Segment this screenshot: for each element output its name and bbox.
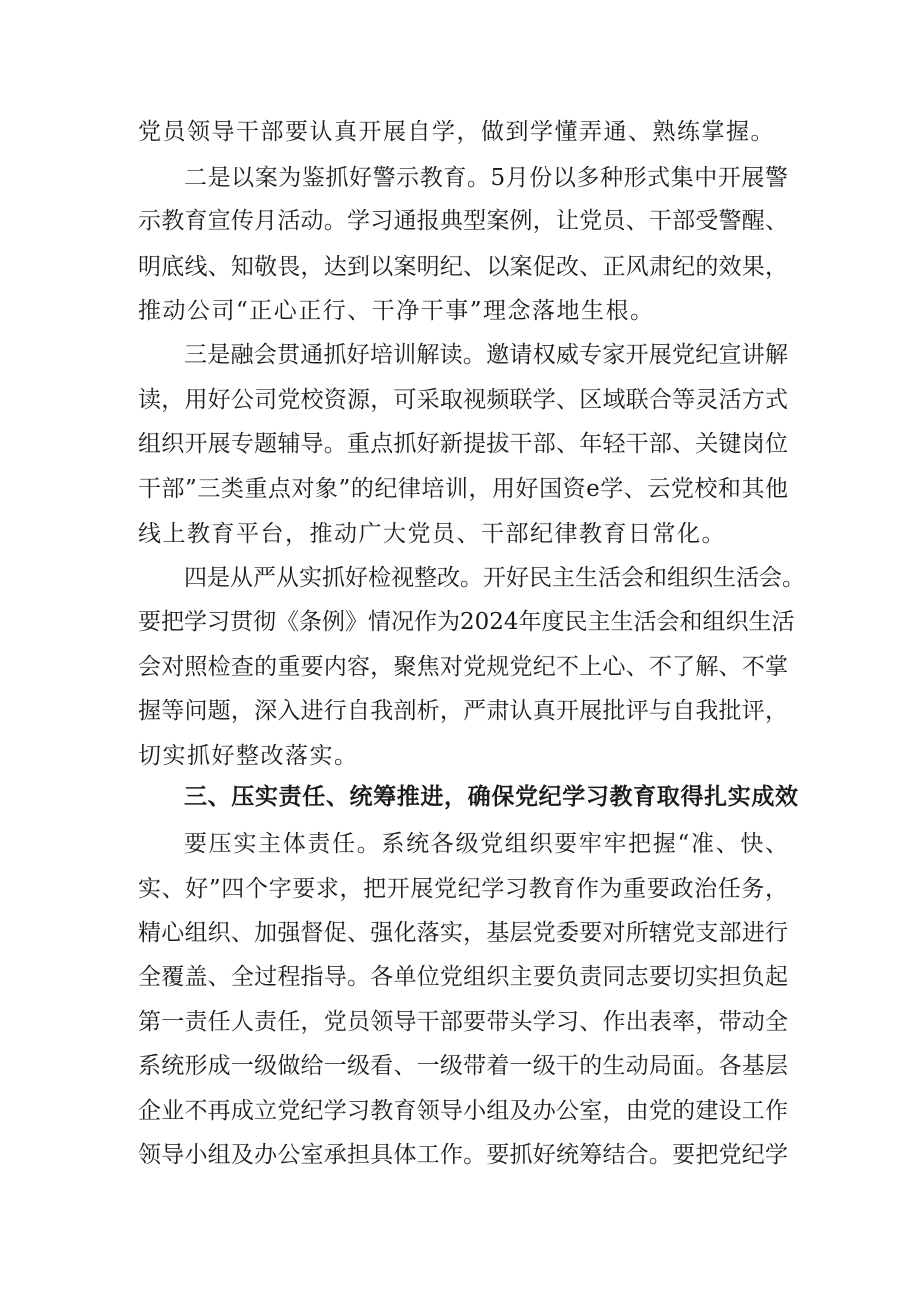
paragraph-line: 领导小组及办公室承担具体工作。要抓好统筹结合。要把党纪学: [138, 1142, 788, 1168]
paragraph-line: 企业不再成立党纪学习教育领导小组及办公室，由党的建设工作: [138, 1098, 788, 1124]
paragraph-line: 实、好”四个字要求，把开展党纪学习教育作为重要政治任务，: [138, 876, 788, 902]
paragraph-line: 四是从严从实抓好检视整改。开好民主生活会和组织生活会。: [184, 565, 805, 591]
paragraph-line: 明底线、知敬畏，达到以案明纪、以案促改、正风肃纪的效果，: [138, 254, 788, 280]
paragraph-line: 组织开展专题辅导。重点抓好新提拔干部、年轻干部、关键岗位: [138, 431, 788, 457]
paragraph-line: 会对照检查的重要内容，聚焦对党规党纪不上心、不了解、不掌: [138, 654, 788, 680]
paragraph-line: 要把学习贯彻《条例》情况作为2024年度民主生活会和组织生活: [138, 609, 795, 635]
paragraph-line: 示教育宣传月活动。学习通报典型案例，让党员、干部受警醒、: [138, 208, 788, 234]
paragraph-line: 第一责任人责任，党员领导干部要带头学习、作出表率，带动全: [138, 1009, 788, 1035]
paragraph-line: 要压实主体责任。系统各级党组织要牢牢把握“准、快、: [184, 831, 788, 857]
paragraph-line: 干部”三类重点对象”的纪律培训，用好国资e学、云党校和其他: [138, 476, 788, 502]
paragraph-line: 读，用好公司党校资源，可采取视频联学、区域联合等灵活方式: [138, 387, 788, 413]
paragraph-line: 三是融会贯通抓好培训解读。邀请权威专家开展党纪宣讲解: [184, 342, 788, 368]
paragraph-line: 切实抓好整改落实。: [138, 743, 359, 769]
paragraph-line: 二是以案为鉴抓好警示教育。5月份以多种形式集中开展警: [184, 165, 788, 191]
paragraph-line: 推动公司“正心正行、干净干事”理念落地生根。: [138, 298, 655, 324]
paragraph-line: 线上教育平台，推动广大党员、干部纪律教育日常化。: [138, 521, 726, 547]
paragraph-line: 握等问题，深入进行自我剖析，严肃认真开展批评与自我批评，: [138, 698, 788, 724]
section-heading: 三、压实责任、统筹推进，确保党纪学习教育取得扎实成效: [184, 784, 798, 810]
paragraph-line: 精心组织、加强督促、强化落实，基层党委要对所辖党支部进行: [138, 920, 788, 946]
paragraph-line: 系统形成一级做给一级看、一级带着一级干的生动局面。各基层: [138, 1053, 788, 1079]
paragraph-line: 全覆盖、全过程指导。各单位党组织主要负责同志要切实担负起: [138, 964, 788, 990]
paragraph-line: 党员领导干部要认真开展自学，做到学懂弄通、熟练掌握。: [138, 119, 775, 145]
